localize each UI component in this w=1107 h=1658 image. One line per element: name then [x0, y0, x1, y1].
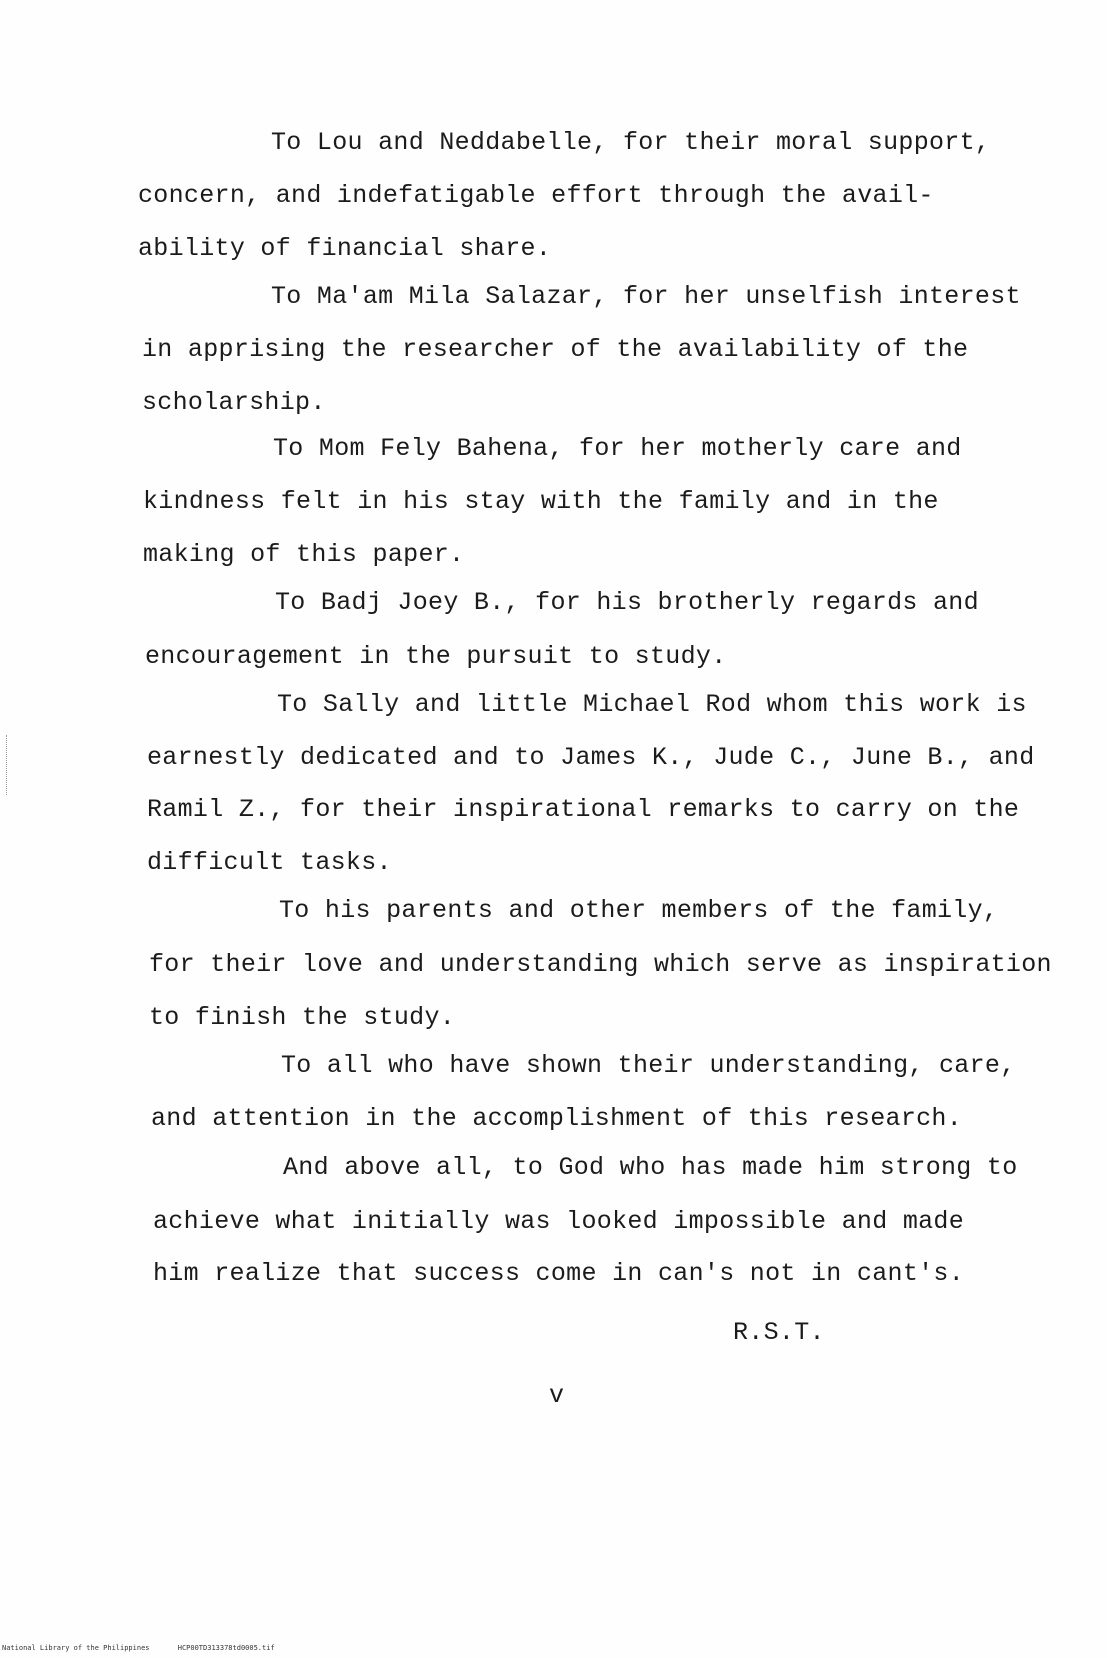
paragraph-1-line-2: concern, and indefatigable effort through the avail- — [138, 181, 934, 210]
paragraph-6-line-2: for their love and understanding which serve as inspiration — [149, 950, 1052, 979]
paragraph-6-line-3: to finish the study. — [149, 1003, 456, 1032]
paragraph-6-line-1: To his parents and other members of the family, — [279, 896, 999, 925]
footer-file-code: HCP00TD313378td0005.tif — [177, 1644, 275, 1652]
paragraph-7-line-2: and attention in the accomplishment of this research. — [151, 1104, 963, 1133]
margin-scan-mark — [6, 735, 10, 795]
paragraph-7-line-1: To all who have shown their understanding, care, — [281, 1051, 1016, 1080]
paragraph-1-line-3: ability of financial share. — [138, 234, 552, 263]
paragraph-5-line-1: To Sally and little Michael Rod whom this work is — [277, 690, 1027, 719]
paragraph-3-line-1: To Mom Fely Bahena, for her motherly care and — [273, 434, 962, 463]
paragraph-8-line-2: achieve what initially was looked impossible and made — [153, 1207, 965, 1236]
paragraph-4-line-2: encouragement in the pursuit to study. — [145, 642, 727, 671]
paragraph-3-line-2: kindness felt in his stay with the family and in the — [143, 487, 939, 516]
paragraph-4-line-1: To Badj Joey B., for his brotherly regards and — [275, 588, 979, 617]
paragraph-5-line-2: earnestly dedicated and to James K., Jude C., June B., and — [147, 743, 1035, 772]
paragraph-8-line-3: him realize that success come in can's not in cant's. — [153, 1259, 965, 1288]
paragraph-2-line-1: To Ma'am Mila Salazar, for her unselfish interest — [271, 282, 1021, 311]
paragraph-3-line-3: making of this paper. — [143, 540, 465, 569]
signature-initials: R.S.T. — [733, 1318, 825, 1347]
paragraph-2-line-2: in apprising the researcher of the availability of the — [142, 335, 969, 364]
paragraph-5-line-3: Ramil Z., for their inspirational remarks to carry on the — [147, 795, 1020, 824]
scan-footer — [2, 1644, 299, 1652]
paragraph-2-line-3: scholarship. — [142, 388, 326, 417]
paragraph-1-line-1: To Lou and Neddabelle, for their moral support, — [271, 128, 991, 157]
footer-library-name: National Library of the Philippines — [2, 1644, 150, 1652]
paragraph-8-line-1: And above all, to God who has made him strong to — [283, 1153, 1018, 1182]
page-number: v — [549, 1381, 565, 1410]
paragraph-5-line-4: difficult tasks. — [147, 848, 392, 877]
